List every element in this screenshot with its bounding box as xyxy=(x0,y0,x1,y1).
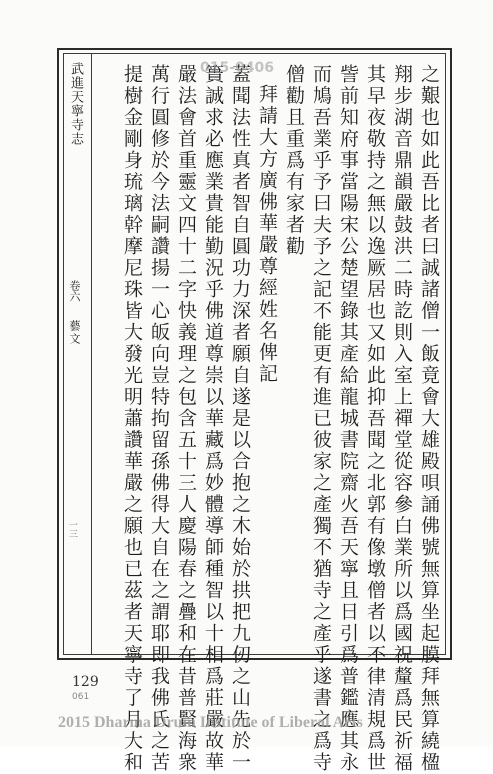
margin-volume: 卷六 xyxy=(68,280,81,302)
text-column: 翔步湖音鼎韻嚴鼓洪二時訖則入室上禪堂從容參白業所以爲國祝釐爲民祈福 xyxy=(391,64,413,774)
text-column: 萬行圓修於今法嗣讚揚一心皈向豈特拘留孫佛得大自在之謂耶即我佛氏之苦 xyxy=(148,64,170,774)
margin-leaf-number: 一三 xyxy=(67,520,77,538)
scan-mark: 061 xyxy=(72,692,90,702)
text-column: 之艱也如此吾比者曰誠諸僧一飯竟會大雄殿唄誦佛號無算坐起膜拜無算繞楹 xyxy=(418,64,440,774)
watermark-id: 015-0406 xyxy=(200,60,274,76)
margin-divider xyxy=(91,53,92,655)
text-column: 蓋聞法性真者智自圓功力深者願自遂是以合抱之木始於拱把九仞之山先於一 xyxy=(229,64,251,774)
text-column: 嚴法會首重靈文四十二字快義理之包含五十三人慶陽春之疊和在昔普賢海衆 xyxy=(175,64,197,774)
page-number: 129 xyxy=(72,674,99,690)
text-column: 僧勸且重爲有家者勸 xyxy=(283,64,305,258)
text-column: 其早夜敬持之無以逸厥居也又如此抑吾聞之北郭有像墩僧者以不律清規爲世 xyxy=(364,64,386,774)
heading-column: 拜請大方廣佛華嚴尊經姓名俾記 xyxy=(256,84,278,385)
text-column: 訾前知府事當陽宋公楚望錄其產給龍城書院齋火吾天寧且日引爲普鑑應其永 xyxy=(337,64,359,774)
watermark-copyright: 2015 Dharma Drum Institute of Liberal Arts xyxy=(58,714,363,731)
text-column: 提樹金剛身琉璃幹摩尼珠皆大發光明蕭讚華嚴之願也已茲者天寧寺了月大和 xyxy=(121,64,143,774)
text-column: 而鳩吾業乎予曰夫予之記不能更有進已彼家之產獨不猶寺之產乎遂書之爲寺 xyxy=(310,64,332,774)
margin-section: 藝文 xyxy=(68,320,81,346)
text-column: 簣誠求必應業貴能勤況乎佛道尊崇以華藏爲妙體導師種智以十相爲莊嚴故華 xyxy=(202,64,224,774)
margin-book-title: 武進天寧寺志 xyxy=(68,62,83,146)
